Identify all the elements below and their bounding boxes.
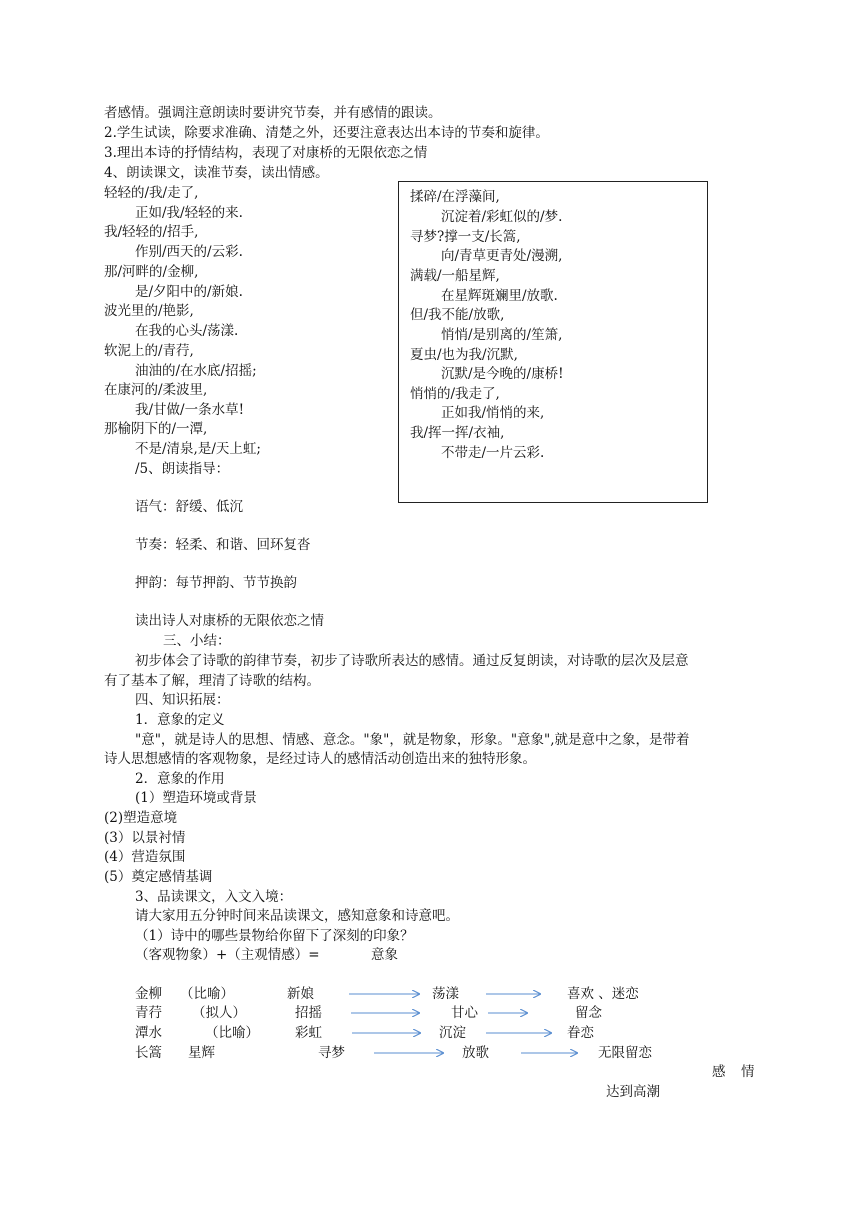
summary-heading: 三、小结：	[163, 633, 231, 649]
poem-line: 我/甘做/一条水草!	[135, 402, 245, 418]
role-item: (3）以景衬情	[104, 830, 186, 846]
imagery-action: 甘心	[451, 1005, 478, 1021]
poem-line: 向/青草更青处/漫溯,	[441, 248, 563, 264]
poem-line: 软泥上的/青荇,	[104, 343, 194, 359]
imagery-image: 招摇	[295, 1005, 322, 1021]
poem-line: 轻轻的/我/走了,	[104, 185, 199, 201]
imagery-device: （比喻）	[180, 986, 234, 1002]
imagery-action: 放歌	[462, 1045, 489, 1061]
poem-line: 悄悄/是别离的/笙箫,	[441, 327, 563, 343]
climax-text: 达到高潮	[606, 1084, 660, 1100]
imagery-object: 青荇	[135, 1005, 162, 1021]
imagery-action: 荡漾	[432, 986, 459, 1002]
imagery-image: 新娘	[287, 986, 314, 1002]
definition-title: 1．意象的定义	[135, 712, 225, 728]
intro-line: 者感情。强调注意朗读时要讲究节奏，并有感情的跟读。	[104, 105, 442, 121]
question: （1）诗中的哪些景物给你留下了深刻的印象？	[135, 928, 414, 944]
imagery-object: 潭水	[135, 1025, 162, 1041]
role-item: (4）营造氛围	[104, 849, 186, 865]
poem-line: 满载/一船星辉,	[410, 268, 500, 284]
imagery-feeling: 无限留恋	[598, 1045, 652, 1061]
read-title: 3、品读课文，入文入境：	[135, 889, 293, 905]
imagery-device: 星辉	[188, 1045, 215, 1061]
poem-line: 在我的心头/荡漾.	[135, 323, 239, 339]
definition-text: 诗人思想感情的客观物象，是经过诗人的感情活动创造出来的独特形象。	[104, 751, 536, 767]
poem-line: 是/夕阳中的/新娘.	[135, 284, 243, 300]
role-title: 2．意象的作用	[135, 771, 225, 787]
poem-line: 那榆阴下的/一潭,	[104, 421, 208, 437]
poem-line: 夏虫/也为我/沉默,	[410, 347, 518, 363]
climax-char: 感	[712, 1064, 726, 1080]
poem-line: 我/轻轻的/招手,	[104, 224, 199, 240]
poem-line: 作别/西天的/云彩.	[135, 244, 243, 260]
imagery-image: 彩虹	[295, 1025, 322, 1041]
imagery-feeling: 留念	[575, 1005, 602, 1021]
poem-line: 正如我/悄悄的来,	[441, 405, 545, 421]
poem-line: 沉淀着/彩虹似的/梦.	[441, 209, 563, 225]
role-item: (1）塑造环境或背景	[135, 790, 257, 806]
guidance-rhyme: 押韵：每节押韵、节节换韵	[135, 575, 297, 591]
guidance-emotion: 读出诗人对康桥的无限依恋之情	[135, 613, 324, 629]
poem-line: 寻梦?撑一支/长篙,	[410, 229, 521, 245]
intro-line: 4、朗读课文，读准节奏，读出情感。	[104, 165, 329, 181]
poem-line: 波光里的/艳影,	[104, 303, 194, 319]
climax-char: 情	[741, 1064, 755, 1080]
poem-line: 不是/清泉,是/天上虹;	[135, 441, 261, 457]
guidance-rhythm: 节奏：轻柔、和谐、回环复沓	[135, 537, 311, 553]
poem-line: 我/挥一挥/衣袖,	[410, 425, 505, 441]
guidance-heading: /5、朗读指导：	[135, 461, 230, 477]
role-item: (5）奠定感情基调	[104, 869, 213, 885]
read-description: 请大家用五分钟时间来品读课文，感知意象和诗意吧。	[135, 908, 459, 924]
intro-line: 3.理出本诗的抒情结构，表现了对康桥的无限依恋之情	[104, 145, 428, 161]
poem-line: 油油的/在水底/招摇;	[135, 363, 257, 379]
imagery-device: （拟人）	[192, 1005, 246, 1021]
imagery-object: 长篙	[135, 1045, 162, 1061]
poem-line: 正如/我/轻轻的来.	[135, 205, 243, 221]
poem-line: 沉默/是今晚的/康桥!	[441, 366, 564, 382]
formula-right: 意象	[371, 947, 398, 963]
poem-line: 揉碎/在浮藻间,	[410, 189, 500, 205]
guidance-tone: 语气：舒缓、低沉	[135, 499, 243, 515]
poem-line: 在康河的/柔波里,	[104, 382, 208, 398]
poem-line: 不带走/一片云彩.	[441, 445, 545, 461]
summary-paragraph: 有了基本了解，理清了诗歌的结构。	[104, 673, 320, 689]
poem-line: 悄悄的/我走了,	[410, 386, 500, 402]
poem-line: 在星辉斑斓里/放歌.	[441, 288, 558, 304]
intro-line: 2.学生试读，除要求准确、清楚之外，还要注意表达出本诗的节奏和旋律。	[104, 125, 549, 141]
definition-text: "意"，就是诗人的思想、情感、意念。"象"，就是物象，形象。"意象",就是意中之象，是带着	[135, 732, 690, 748]
imagery-image: 寻梦	[318, 1045, 345, 1061]
summary-paragraph: 初步体会了诗歌的韵律节奏，初步了诗歌所表达的感情。通过反复朗读，对诗歌的层次及层意	[135, 653, 689, 669]
imagery-feeling: 眷恋	[567, 1025, 594, 1041]
imagery-device: （比喻）	[205, 1025, 259, 1041]
extension-heading: 四、知识拓展：	[135, 692, 230, 708]
poem-line: 那/河畔的/金柳,	[104, 264, 199, 280]
imagery-action: 沉淀	[439, 1025, 466, 1041]
imagery-object: 金柳	[135, 986, 162, 1002]
imagery-feeling: 喜欢 、迷恋	[567, 986, 639, 1002]
role-item: (2)塑造意境	[104, 810, 178, 826]
poem-line: 但/我不能/放歌,	[410, 307, 505, 323]
formula-left: （客观物象）+（主观情感）=	[135, 947, 320, 963]
